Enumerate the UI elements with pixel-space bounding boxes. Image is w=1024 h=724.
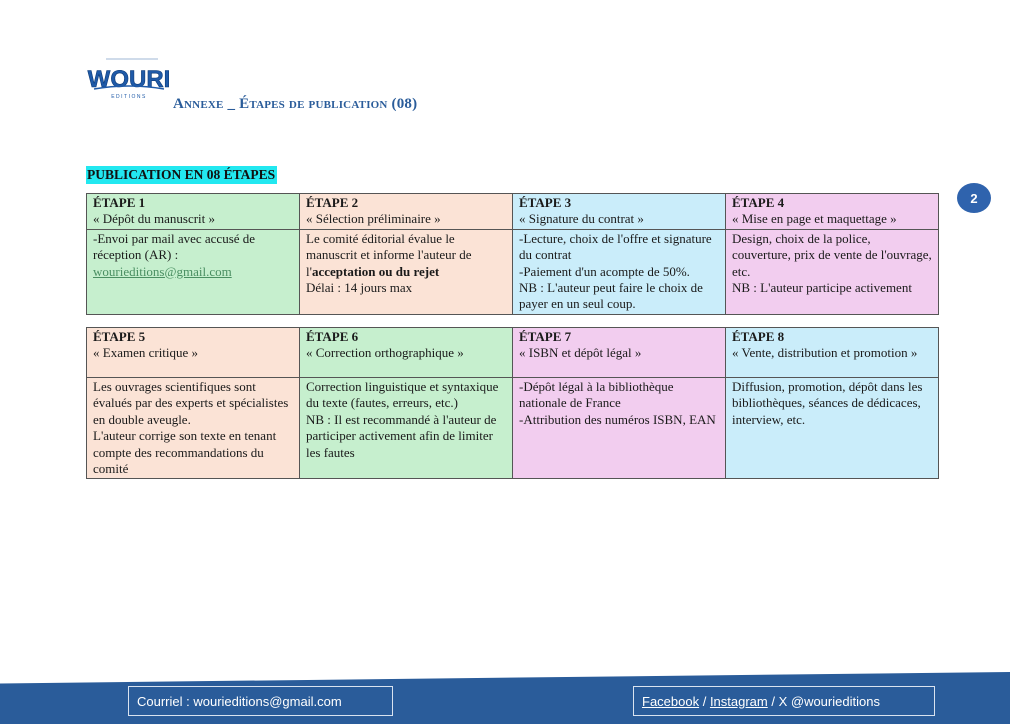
step-7-name: ÉTAPE 7 bbox=[519, 329, 572, 344]
step-3-header bbox=[513, 194, 726, 230]
facebook-link[interactable]: Facebook bbox=[642, 693, 700, 709]
step-8-subtitle: « Vente, distribution et promotion » bbox=[732, 345, 918, 361]
footer-social-box bbox=[633, 686, 935, 716]
step-4-name: ÉTAPE 4 bbox=[732, 195, 785, 210]
step-7-line-2: -Attribution des numéros ISBN, EAN bbox=[519, 411, 716, 427]
step-5-header bbox=[87, 328, 300, 378]
step-6-subtitle: « Correction orthographique » bbox=[306, 345, 464, 361]
step-1-name: ÉTAPE 1 bbox=[93, 195, 146, 210]
step-1-details bbox=[87, 229, 300, 314]
step-4-header bbox=[726, 194, 939, 230]
step-7-details bbox=[513, 378, 726, 479]
step-6-name: ÉTAPE 6 bbox=[306, 329, 359, 344]
footer-email[interactable]: Courriel : wourieditions@gmail.com bbox=[137, 693, 342, 709]
instagram-link[interactable]: Instagram bbox=[709, 693, 768, 709]
step-2-details bbox=[300, 229, 513, 314]
step-4-subtitle: « Mise en page et maquettage » bbox=[732, 211, 897, 227]
step-7-subtitle: « ISBN et dépôt légal » bbox=[519, 345, 642, 361]
annex-title: Annexe _ Étapes de publication (08) bbox=[173, 96, 418, 112]
step-5-line-1: Les ouvrages scientifiques sont évalués par des experts et spécialistes en double aveugle. bbox=[93, 379, 289, 427]
step-1-text: -Envoi par mail avec accusé de réception (AR) : bbox=[93, 230, 256, 263]
step-7-line-1: -Dépôt légal à la bibliothèque nationale de France bbox=[519, 379, 674, 411]
step-6-line-1: Correction linguistique et syntaxique du texte (fautes, erreurs, etc.) bbox=[306, 379, 499, 411]
email-link[interactable]: wourieditions@gmail.com bbox=[93, 263, 232, 279]
step-5-line-2: L'auteur corrige son texte en tenant compte des recommandations du comité bbox=[93, 428, 277, 477]
step-7-header bbox=[513, 328, 726, 378]
step-5-details bbox=[87, 378, 300, 479]
step-3-subtitle: « Signature du contrat » bbox=[519, 211, 644, 227]
page-number-badge: 2 bbox=[957, 183, 991, 213]
step-6-header bbox=[300, 328, 513, 378]
step-2-subtitle: « Sélection préliminaire » bbox=[306, 211, 441, 227]
footer-email-box bbox=[128, 686, 393, 716]
step-8-header bbox=[726, 328, 939, 378]
table-row-headers bbox=[87, 194, 939, 230]
step-4-line-1: Design, choix de la police, couverture, prix de vente de l'ouvrage, etc. bbox=[732, 230, 932, 279]
step-4-details bbox=[726, 229, 939, 314]
step-1-header bbox=[87, 194, 300, 230]
step-6-details bbox=[300, 378, 513, 479]
step-2-text: Le comité éditorial évalue le manuscrit et informe l'auteur de l' bbox=[306, 230, 472, 279]
step-2-delay: Délai : 14 jours max bbox=[306, 280, 413, 296]
step-3-line-3: NB : L'auteur peut faire le choix de payer en un seul coup. bbox=[519, 280, 703, 312]
step-4-line-2: NB : L'auteur participe activement bbox=[732, 280, 912, 296]
step-8-line-1: Diffusion, promotion, dépôt dans les bibliothèques, séances de dédicaces, interview, etc. bbox=[732, 379, 923, 427]
table-row-details bbox=[87, 229, 939, 314]
step-1-subtitle: « Dépôt du manuscrit » bbox=[93, 211, 216, 227]
step-3-name: ÉTAPE 3 bbox=[519, 195, 572, 210]
step-3-line-2: -Paiement d'un acompte de 50%. bbox=[519, 263, 690, 279]
table-row-details bbox=[87, 378, 939, 479]
table-row-headers bbox=[87, 328, 939, 378]
step-6-line-2: NB : Il est recommandé à l'auteur de participer activement afin de limiter les fautes bbox=[306, 411, 497, 460]
logo-subtext: EDITIONS bbox=[111, 94, 147, 100]
step-8-name: ÉTAPE 8 bbox=[732, 329, 785, 344]
step-2-bold-text: acceptation ou du rejet bbox=[311, 263, 440, 279]
step-5-subtitle: « Examen critique » bbox=[93, 345, 199, 361]
step-2-name: ÉTAPE 2 bbox=[306, 195, 359, 210]
step-5-name: ÉTAPE 5 bbox=[93, 329, 146, 344]
step-3-details bbox=[513, 229, 726, 314]
step-3-line-1: -Lecture, choix de l'offre et signature du contrat bbox=[519, 230, 712, 263]
step-8-details bbox=[726, 378, 939, 479]
steps-table-1 bbox=[86, 193, 939, 315]
x-handle[interactable]: / X @wourieditions bbox=[767, 693, 880, 709]
logo-text: WOURI bbox=[87, 66, 171, 93]
step-2-header bbox=[300, 194, 513, 230]
steps-table-2 bbox=[86, 327, 939, 479]
footer-separator: / bbox=[699, 693, 710, 709]
wouri-editions-logo bbox=[86, 43, 172, 109]
section-title: PUBLICATION EN 08 ÉTAPES bbox=[87, 167, 276, 182]
